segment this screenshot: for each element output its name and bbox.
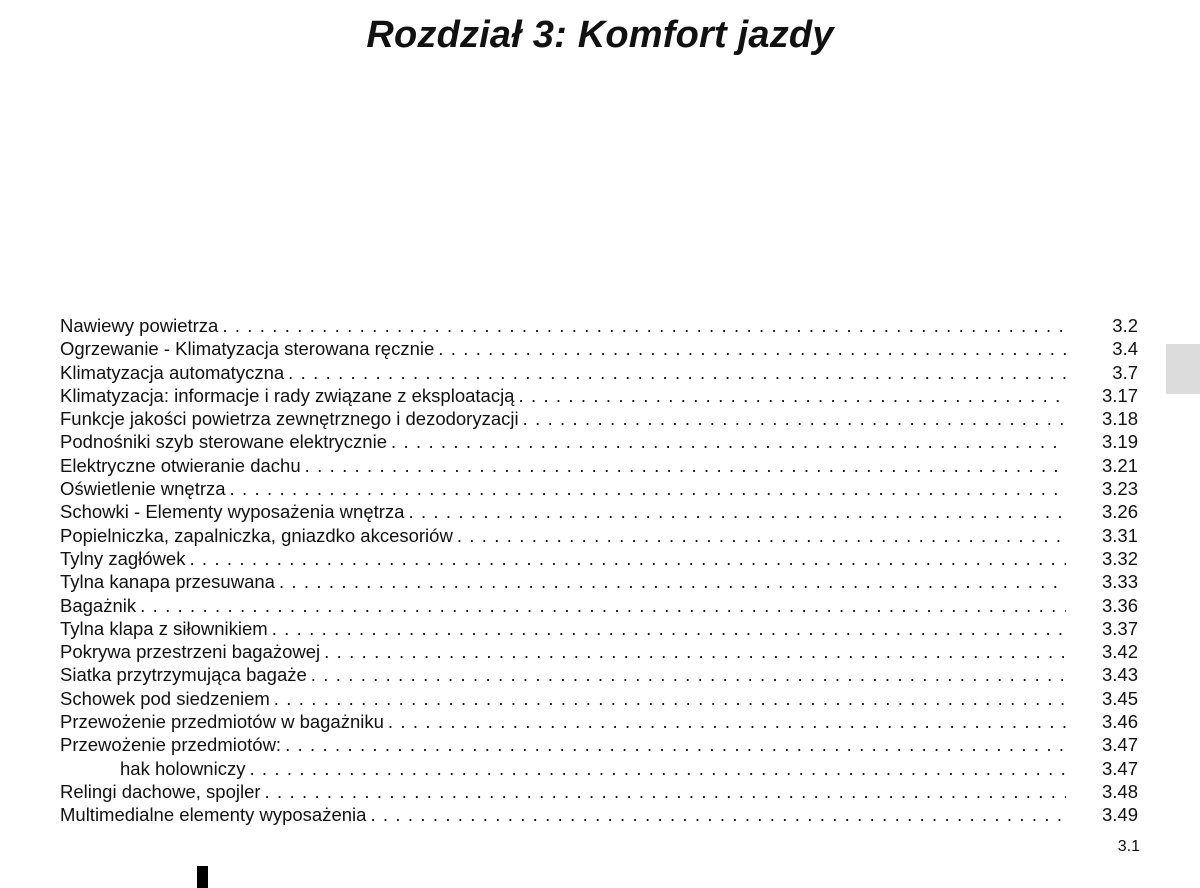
toc-entry-label: Multimedialne elementy wyposażenia: [60, 804, 367, 826]
toc-subentry[interactable]: [60, 757, 1138, 780]
toc-entry-label: Schowek pod siedzeniem: [60, 687, 270, 709]
dot-leader: [391, 430, 1066, 453]
toc-entry-label: hak holowniczy: [120, 757, 246, 779]
page-number: 3.1: [1117, 838, 1140, 855]
toc-entry-page: 3.32: [1101, 547, 1138, 569]
toc-entry[interactable]: [60, 337, 1138, 360]
toc-entry-label: Ogrzewanie - Klimatyzacja sterowana ręcznie: [60, 338, 435, 360]
dot-leader: [285, 733, 1066, 756]
toc-entry-label: Tylny zagłówek: [60, 547, 186, 569]
dot-leader: [311, 663, 1066, 686]
dot-leader: [249, 757, 1066, 780]
dot-leader: [288, 361, 1066, 384]
toc-entry[interactable]: [60, 477, 1138, 500]
toc-entry[interactable]: [60, 617, 1138, 640]
toc-entry-label: Elektryczne otwieranie dachu: [60, 454, 301, 476]
toc-entry-label: Funkcje jakości powietrza zewnętrznego i dezodoryzacji: [60, 408, 519, 430]
table-of-contents: [60, 314, 1138, 827]
toc-entry[interactable]: [60, 640, 1138, 663]
dot-leader: [388, 710, 1066, 733]
dot-leader: [265, 780, 1066, 803]
toc-entry-label: Relingi dachowe, spojler: [60, 780, 261, 802]
toc-entry-page: 3.48: [1101, 780, 1138, 802]
toc-entry-page: 3.47: [1101, 734, 1138, 756]
dot-leader: [272, 617, 1066, 640]
dot-leader: [523, 407, 1066, 430]
dot-leader: [457, 524, 1066, 547]
toc-entry[interactable]: [60, 407, 1138, 430]
toc-entry-label: Bagażnik: [60, 594, 137, 616]
dot-leader: [305, 454, 1066, 477]
toc-entry-label: Oświetlenie wnętrza: [60, 478, 226, 500]
toc-entry[interactable]: [60, 780, 1138, 803]
toc-entry-page: 3.47: [1101, 757, 1138, 779]
toc-entry[interactable]: [60, 547, 1138, 570]
toc-entry-label: Przewożenie przedmiotów:: [60, 734, 282, 756]
toc-entry[interactable]: [60, 570, 1138, 593]
toc-entry-label: Schowki - Elementy wyposażenia wnętrza: [60, 501, 405, 523]
toc-entry-page: 3.7: [1112, 361, 1138, 383]
toc-entry-label: Pokrywa przestrzeni bagażowej: [60, 641, 321, 663]
toc-entry-page: 3.31: [1101, 524, 1138, 546]
toc-entry[interactable]: [60, 733, 1138, 756]
toc-entry[interactable]: [60, 500, 1138, 523]
toc-entry-label: Przewożenie przedmiotów w bagażniku: [60, 711, 384, 733]
toc-entry[interactable]: [60, 663, 1138, 686]
toc-entry-label: Klimatyzacja: informacje i rady związane z eksploatacją: [60, 384, 515, 406]
toc-entry[interactable]: [60, 524, 1138, 547]
toc-entry[interactable]: [60, 430, 1138, 453]
toc-entry-page: 3.19: [1101, 431, 1138, 453]
toc-entry-page: 3.2: [1112, 315, 1138, 336]
toc-entry[interactable]: [60, 710, 1138, 733]
toc-entry-page: 3.43: [1101, 664, 1138, 686]
toc-entry[interactable]: [60, 803, 1138, 826]
chapter-title: Rozdział 3: Komfort jazdy: [366, 14, 834, 56]
toc-entry-label: Popielniczka, zapalniczka, gniazdko akcesoriów: [60, 524, 453, 546]
toc-entry[interactable]: [60, 687, 1138, 710]
dot-leader: [189, 547, 1066, 570]
toc-entry-page: 3.33: [1101, 571, 1138, 593]
dot-leader: [324, 640, 1066, 663]
toc-entry-page: 3.45: [1101, 687, 1138, 709]
dot-leader: [274, 687, 1066, 710]
toc-entry-page: 3.42: [1101, 641, 1138, 663]
toc-entry-label: Tylna kanapa przesuwana: [60, 571, 275, 593]
toc-entry-page: 3.36: [1101, 594, 1138, 616]
toc-entry-label: Podnośniki szyb sterowane elektrycznie: [60, 431, 387, 453]
toc-entry-label: Nawiewy powietrza: [60, 315, 219, 336]
toc-entry-page: 3.37: [1101, 617, 1138, 639]
dot-leader: [438, 337, 1066, 360]
toc-entry-label: Tylna klapa z siłownikiem: [60, 617, 268, 639]
chapter-side-tab: [1166, 344, 1200, 394]
toc-entry-label: Klimatyzacja automatyczna: [60, 361, 285, 383]
toc-entry-page: 3.18: [1101, 408, 1138, 430]
toc-entry-page: 3.26: [1101, 501, 1138, 523]
dot-leader: [518, 384, 1066, 407]
toc-entry-page: 3.23: [1101, 478, 1138, 500]
toc-entry[interactable]: [60, 314, 1138, 337]
print-crop-mark: [197, 866, 208, 888]
toc-entry-page: 3.4: [1112, 338, 1138, 360]
dot-leader: [279, 570, 1066, 593]
toc-entry-label: Siatka przytrzymująca bagaże: [60, 664, 307, 686]
toc-entry[interactable]: [60, 454, 1138, 477]
toc-entry[interactable]: [60, 384, 1138, 407]
toc-entry[interactable]: [60, 594, 1138, 617]
toc-entry[interactable]: [60, 361, 1138, 384]
dot-leader: [230, 477, 1066, 500]
dot-leader: [222, 314, 1066, 337]
dot-leader: [140, 594, 1066, 617]
toc-entry-page: 3.46: [1101, 711, 1138, 733]
toc-entry-page: 3.21: [1101, 454, 1138, 476]
toc-entry-page: 3.17: [1101, 384, 1138, 406]
dot-leader: [370, 803, 1066, 826]
dot-leader: [408, 500, 1066, 523]
toc-entry-page: 3.49: [1101, 804, 1138, 826]
